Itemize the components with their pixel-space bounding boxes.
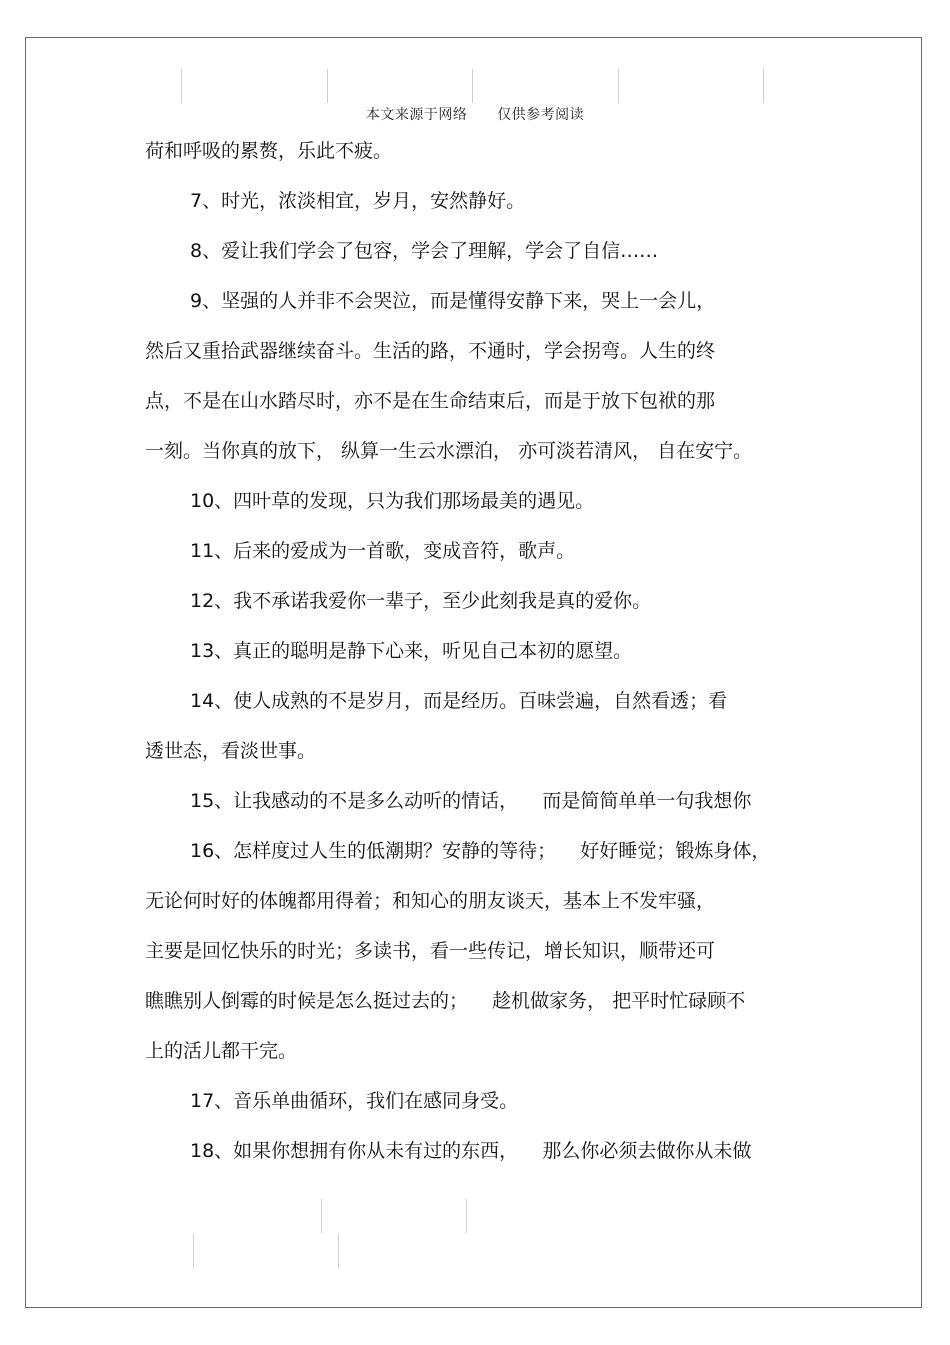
bottom-tick-mark [321, 1199, 322, 1233]
text-line: 点，不是在山水踏尽时，亦不是在生命结束后，而是于放下包袱的那 [145, 390, 716, 412]
text-line: 14、使人成熟的不是岁月，而是经历。百味尝遍，自然看透；看 [190, 690, 728, 712]
text-line: 主要是回忆快乐的时光；多读书，看一些传记，增长知识，顺带还可 [145, 940, 716, 962]
text-line: 18、如果你想拥有你从未有过的东西， 那么你必须去做你从未做 [190, 1140, 752, 1162]
text-line: 15、让我感动的不是多么动听的情话， 而是简简单单一句我想你 [190, 790, 752, 812]
text-line: 9、坚强的人并非不会哭泣，而是懂得安静下来，哭上一会儿， [190, 290, 716, 312]
text-line: 一刻。当你真的放下， 纵算一生云水漂泊， 亦可淡若清风， 自在安宁。 [145, 440, 753, 462]
top-tick-mark [327, 69, 328, 103]
text-line: 11、后来的爱成为一首歌，变成音符，歌声。 [190, 540, 576, 562]
bottom-tick-mark [193, 1234, 194, 1268]
text-line: 13、真正的聪明是静下心来，听见自己本初的愿望。 [190, 640, 633, 662]
top-tick-mark [618, 69, 619, 103]
top-tick-mark [763, 69, 764, 103]
text-line: 无论何时好的体魄都用得着；和知心的朋友谈天，基本上不发牢骚， [145, 890, 716, 912]
top-tick-mark [181, 69, 182, 103]
text-line: 17、音乐单曲循环，我们在感同身受。 [190, 1090, 519, 1112]
bottom-tick-mark [466, 1199, 467, 1233]
text-line: 瞧瞧别人倒霉的时候是怎么挺过去的； 趁机做家务， 把平时忙碌顾不 [145, 990, 746, 1012]
text-line: 透世态，看淡世事。 [145, 740, 317, 762]
text-line: 然后又重拾武器继续奋斗。生活的路，不通时，学会拐弯。人生的终 [145, 340, 716, 362]
top-tick-mark [472, 69, 473, 103]
bottom-tick-mark [338, 1234, 339, 1268]
text-line: 16、怎样度过人生的低潮期？安静的等待； 好好睡觉；锻炼身体， [190, 840, 771, 862]
page-border [25, 37, 922, 1308]
text-line: 12、我不承诺我爱你一辈子，至少此刻我是真的爱你。 [190, 590, 652, 612]
source-disclaimer: 本文来源于网络 仅供参考阅读 [365, 107, 585, 123]
text-line: 7、时光，浓淡相宜，岁月，安然静好。 [190, 190, 526, 212]
text-line: 8、爱让我们学会了包容，学会了理解，学会了自信…… [190, 240, 659, 262]
text-line: 上的活儿都干完。 [145, 1040, 298, 1062]
text-line: 10、四叶草的发现，只为我们那场最美的遇见。 [190, 490, 595, 512]
text-line: 荷和呼吸的累赘，乐此不疲。 [145, 140, 393, 162]
